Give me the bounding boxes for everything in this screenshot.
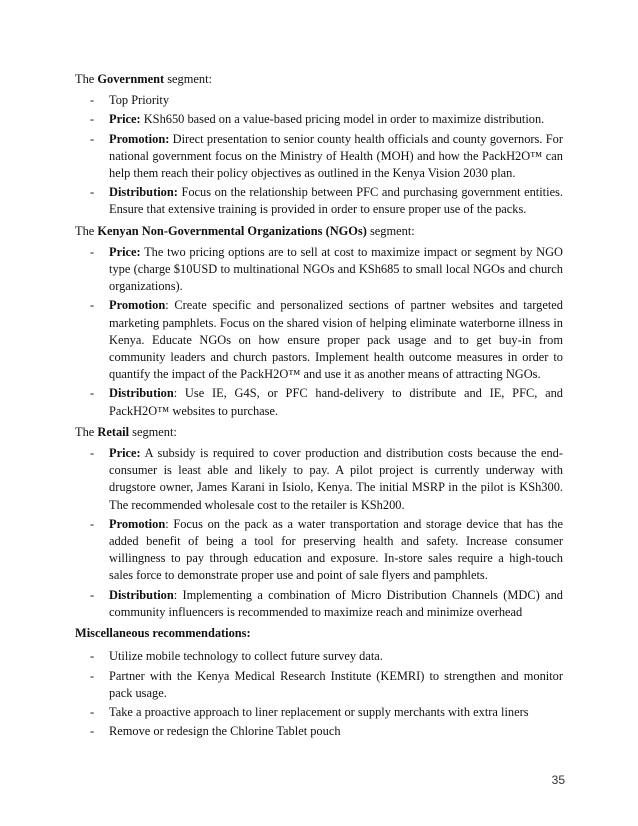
government-segment-heading: The Government segment: [75,72,212,86]
list-item: - Price: The two pricing options are to sell at cost to maximize impact or segment by NGO type (charge $10USD to multinational NGOs and KSh685 to small local NGOs and church organizations). [90,244,563,294]
list-item: - Price: KSh650 based on a value-based pricing model in order to maximize distribution. [90,112,545,127]
ngo-list [75,244,563,420]
list-item: - Promotion: Focus on the pack as a water transportation and storage device that has the added benefit of being a tool for preserving health and safety. Increase consumer willingness to pay through education and exposure. In-store sales require a high-touch sales force to demonstrate proper use and point of sale flyers and pamphlets. [90,516,563,583]
list-item: - Top Priority [90,93,170,108]
list-item: - Remove or redesign the Chlorine Tablet pouch [90,724,341,739]
government-list [75,92,563,218]
list-item: - Take a proactive approach to liner replacement or supply merchants with extra liners [90,704,529,719]
list-item: - Distribution: Focus on the relationship between PFC and purchasing government entities. Ensure that extensive training is provided in order to ensure proper use of the packs. [90,185,563,217]
ngo-segment-heading: The Kenyan Non-Governmental Organizations (NGOs) segment: [75,223,415,238]
retail-list [75,445,563,621]
list-item: - Distribution: Use IE, G4S, or PFC hand-delivery to distribute and IE, PFC, and PackH2O™ websites to purchase. [90,386,563,418]
page-content [75,71,563,744]
list-item: - Promotion: Create specific and personalized sections of partner websites and targeted marketing pamphlets. Focus on the shared vision of helping eliminate waterborne illness in Kenya. Educate NGOs on how ensure proper pack usage and to get buy-in from community leaders and church pastors. Implement health outcome measures in order to quantify the impact of the PackH2O™ and use it as another means of attracting NGOs. [90,298,563,382]
misc-heading: Miscellaneous recommendations: [75,626,251,641]
retail-segment-heading: The Retail segment: [75,424,177,439]
list-item: - Distribution: Implementing a combination of Micro Distribution Channels (MDC) and community influencers is recommended to maximize reach and minimize overhead [90,587,563,619]
list-item: - Price: A subsidy is required to cover production and distribution costs because the end-consumer is least able and likely to pay. A pilot project is currently underway with drugstore owner, James Karani in Isiolo, Kenya. The initial MSRP in the pilot is KSh300. The recommended wholesale cost to the retailer is KSh200. [90,446,563,512]
list-item: - Utilize mobile technology to collect future survey data. [90,649,383,664]
page-number: 35 [551,773,565,787]
list-item: - Promotion: Direct presentation to senior county health officials and county governors. For national government focus on the Ministry of Health (MOH) and how the PackH2O™ can help them reach their policy objectives as outlined in the Kenya Vision 2030 plan. [90,131,563,181]
list-item: - Partner with the Kenya Medical Research Institute (KEMRI) to strengthen and monitor pack usage. [90,668,563,700]
misc-list [75,648,563,740]
